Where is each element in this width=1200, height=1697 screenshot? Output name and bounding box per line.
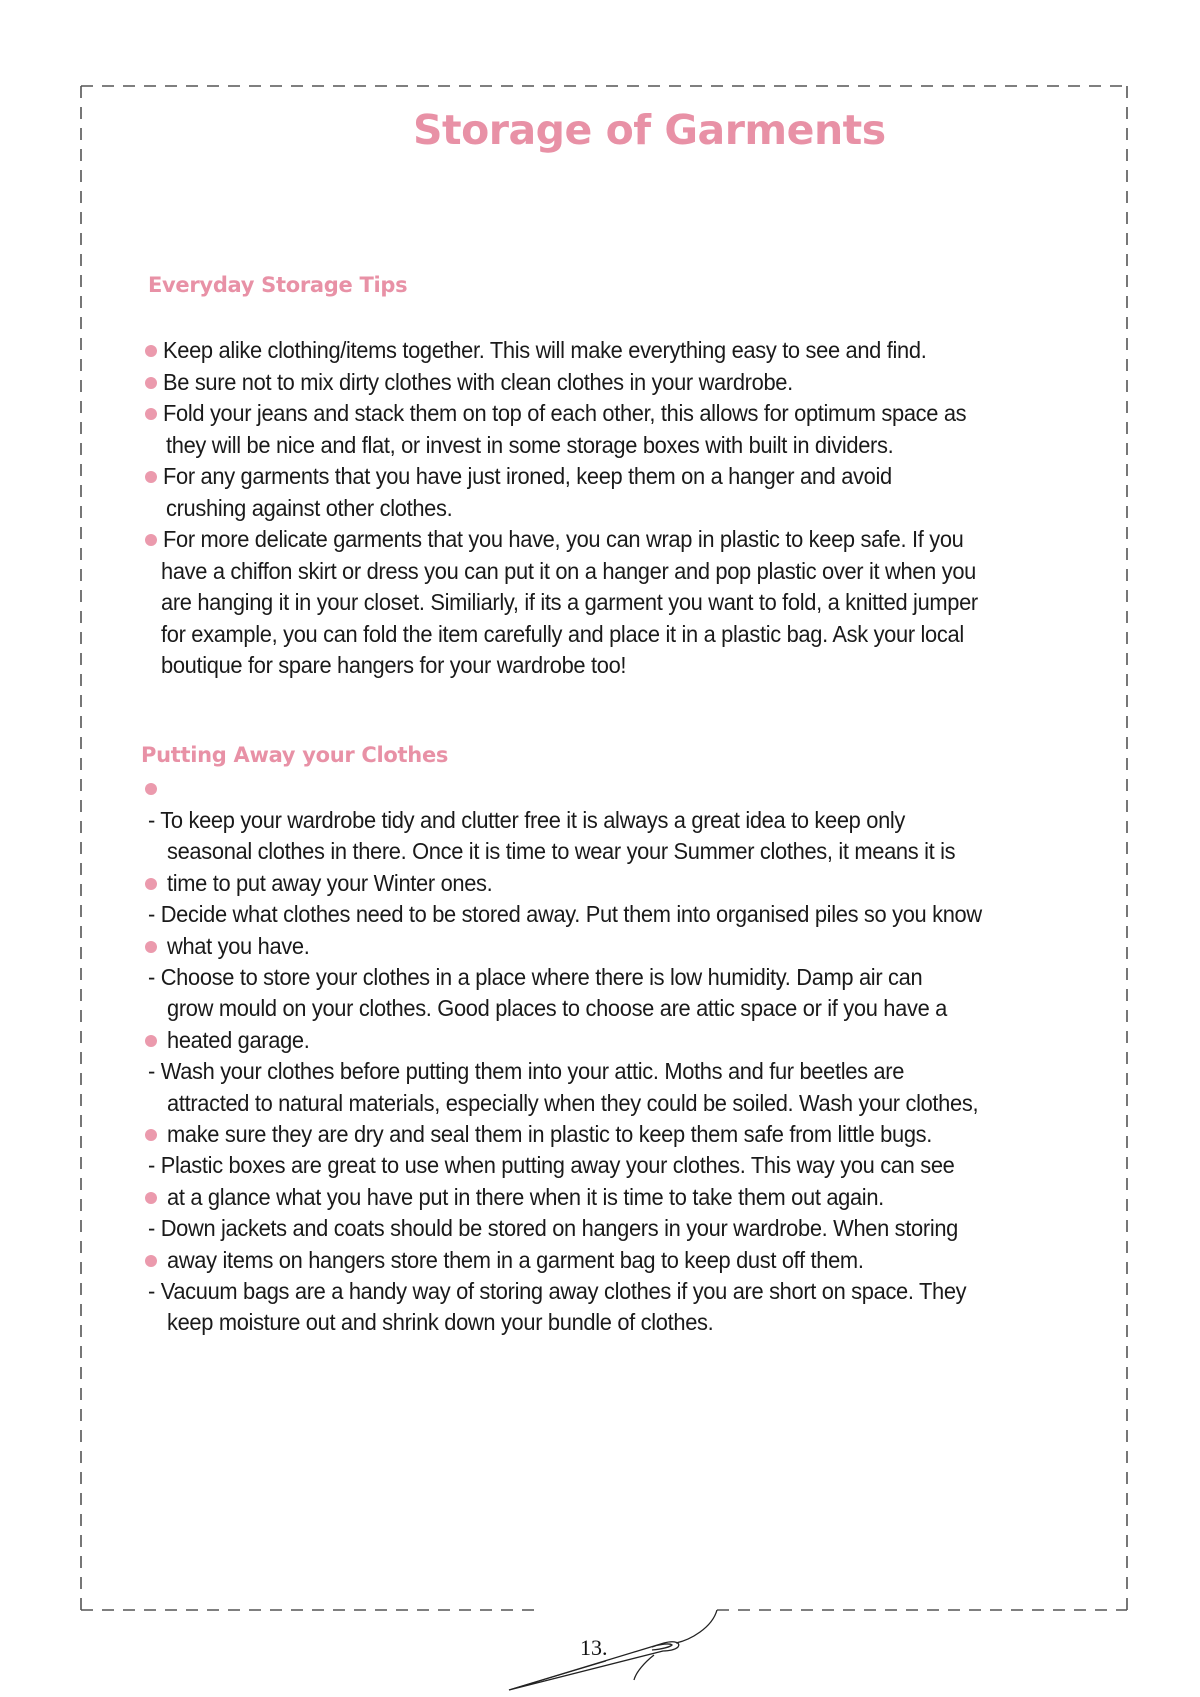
list-item-line: they will be nice and flat, or invest in some storage boxes with built in dividers.: [166, 431, 894, 458]
bullet-dot: [145, 1255, 157, 1267]
list-item-line: For any garments that you have just ironed, keep them on a hanger and avoid: [163, 463, 892, 489]
bullet-dot: [145, 345, 157, 357]
list-item-line: - To keep your wardrobe tidy and clutter free it is always a great idea to keep only: [148, 807, 906, 833]
list-item-line: crushing against other clothes.: [166, 494, 453, 521]
list-item-line: - Decide what clothes need to be stored away. Put them into organised piles so you know: [148, 901, 982, 928]
bullet-dot: [145, 534, 157, 546]
list-item-line: grow mould on your clothes. Good places to choose are attic space or if you have a: [167, 995, 947, 1022]
bullet-dot: [145, 377, 157, 389]
bullet-dot: [145, 1129, 157, 1141]
thread-tail: [634, 1655, 654, 1680]
needle-and-thread-icon: [509, 1610, 717, 1690]
page-title-text: Storage of Garments: [413, 106, 886, 154]
bullet-dot: [145, 408, 157, 420]
list-item-line: what you have.: [167, 932, 310, 959]
bullet-dot: [145, 878, 157, 890]
list-item-line: - Plastic boxes are great to use when putting away your clothes. This way you can see: [148, 1152, 955, 1179]
list-item-line: away items on hangers store them in a garment bag to keep dust off them.: [167, 1246, 864, 1273]
section-heading-everyday-storage-tips: Everyday Storage Tips: [148, 273, 408, 297]
bullet-dot: [145, 783, 157, 795]
list-item-line: have a chiffon skirt or dress you can put it on a hanger and pop plastic over it when you: [161, 557, 976, 584]
list-item-line: - Vacuum bags are a handy way of storing away clothes if you are short on space. They: [148, 1278, 967, 1304]
list-item-line: - Choose to store your clothes in a place where there is low humidity. Damp air can: [148, 964, 923, 990]
list-item-line: For more delicate garments that you have, you can wrap in plastic to keep safe. If you: [163, 526, 964, 552]
page-number: 13.: [580, 1635, 608, 1660]
list-item-line: for example, you can fold the item carefully and place it in a plastic bag. Ask your local: [161, 620, 964, 647]
list-item-line: are hanging it in your closet. Similiarly, if its a garment you want to fold, a knitted jumper: [161, 589, 978, 615]
list-item-line: Fold your jeans and stack them on top of each other, this allows for optimum space as: [163, 400, 967, 426]
list-item-line: heated garage.: [167, 1026, 310, 1053]
needle-eye: [652, 1644, 672, 1650]
list-item-line: Keep alike clothing/items together. This will make everything easy to see and find.: [163, 337, 927, 363]
list-item-line: make sure they are dry and seal them in plastic to keep them safe from little bugs.: [167, 1121, 933, 1147]
list-item-line: - Down jackets and coats should be stored on hangers in your wardrobe. When storing: [148, 1215, 959, 1242]
list-item-line: seasonal clothes in there. Once it is time to wear your Summer clothes, it means it is: [167, 838, 956, 865]
bullet-dot: [145, 471, 157, 483]
list-item-line: boutique for spare hangers for your wardrobe too!: [161, 652, 627, 678]
bullet-dot: [145, 941, 157, 953]
list-item-line: Be sure not to mix dirty clothes with clean clothes in your wardrobe.: [163, 368, 793, 395]
list-item-line: - Wash your clothes before putting them into your attic. Moths and fur beetles are: [148, 1058, 905, 1085]
list-item-line: at a glance what you have put in there when it is time to take them out again.: [167, 1183, 884, 1210]
bullet-dot: [145, 1192, 157, 1204]
list-item-line: attracted to natural materials, especially when they could be soiled. Wash your clothes,: [167, 1089, 979, 1116]
list-item-line: keep moisture out and shrink down your bundle of clothes.: [167, 1309, 714, 1336]
needle-lower: [509, 1661, 606, 1690]
section-heading-putting-away-clothes: Putting Away your Clothes: [141, 743, 449, 767]
bullet-dot: [145, 1035, 157, 1047]
page-title: [0, 106, 886, 154]
thread: [676, 1610, 717, 1643]
list-item-line: time to put away your Winter ones.: [167, 869, 493, 896]
